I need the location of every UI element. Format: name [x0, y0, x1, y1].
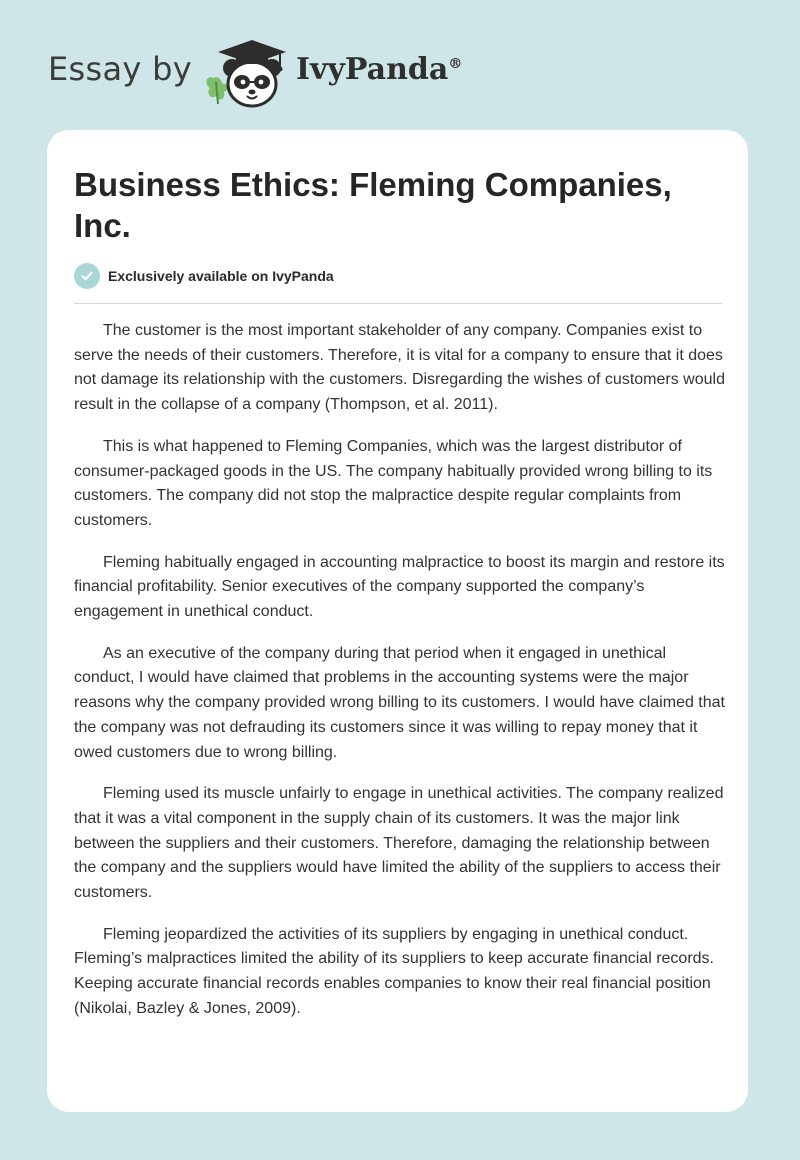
site-header — [0, 0, 800, 130]
brand-name[interactable] — [296, 52, 462, 87]
paragraph: Fleming used its muscle unfairly to engage in unethical activities. The company realized that it was a vital component in the supply chain of its customers. It was the major link between the suppliers and their customers. Therefore, damaging the relationship between the company and the suppliers would have limited the ability of the suppliers to access their customers. — [74, 785, 724, 902]
paragraph: Fleming jeopardized the activities of its suppliers by engaging in unethical conduct. Fleming’s malpractices limited the ability of its suppliers to keep accurate financial records. Keeping accurate financial records enables companies to know their real financial position (Nikolai, Bazley & Jones, 2009). — [74, 925, 714, 1017]
registered-mark: ® — [448, 56, 463, 72]
brand-label: IvyPanda — [296, 52, 449, 87]
paragraph: Fleming habitually engaged in accounting malpractice to boost its margin and restore its financial profitability. Senior executives of the company supported the company’s engagement in unethical conduct. — [74, 553, 725, 621]
divider — [74, 303, 722, 304]
essay-card — [47, 130, 748, 1112]
panda-graduate-icon[interactable] — [200, 34, 292, 110]
ivy-leaf-icon — [207, 77, 228, 104]
check-circle-icon — [74, 263, 100, 289]
essay-by-label: Essay by — [48, 50, 192, 88]
exclusive-badge — [74, 263, 334, 289]
paragraph: The customer is the most important stakeholder of any company. Companies exist to serve the needs of their customers. Therefore, it is vital for a company to ensure that it does not damage its relationship with the customers. Disregarding the wishes of customers would result in the collapse of a company (Thompson, et al. 2011). — [74, 322, 725, 414]
paragraph: As an executive of the company during that period when it engaged in unethical conduct, I would have claimed that problems in the accounting systems were the major reasons why the company provided wrong billing to its customers. I would have claimed that the company was not defrauding its customers since it was willing to repay money that it owed customers due to wrong billing. — [74, 644, 725, 761]
paragraph: This is what happened to Fleming Companies, which was the largest distributor of consumer-packaged goods in the US. The company habitually provided wrong billing to its customers. The company did not stop the malpractice despite regular complaints from customers. — [74, 437, 713, 529]
essay-title: Business Ethics: Fleming Companies, Inc. — [74, 166, 672, 244]
badge-label: Exclusively available on IvyPanda — [108, 268, 334, 284]
essay-body — [74, 319, 726, 1039]
